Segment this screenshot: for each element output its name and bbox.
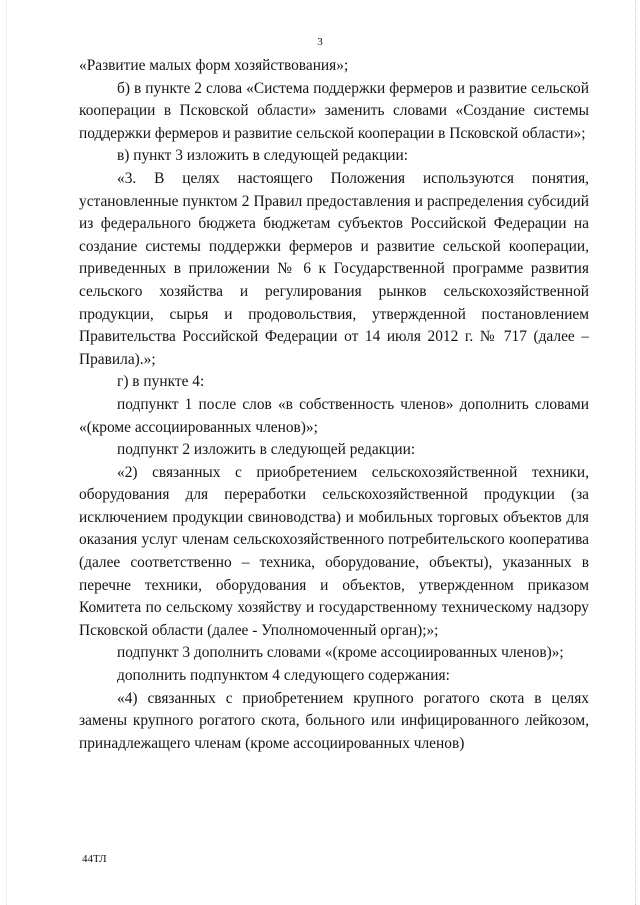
paragraph-item-v: в) пункт 3 изложить в следующей редакции: (117, 147, 409, 165)
scan-edge-right (634, 0, 636, 905)
paragraph-point-3: «3. В целях настоящего Положения используются понятия, установленные пунктом 2 Правил предоставления и распределения субсидий из федерального бюджета бюджетам субъектов Российской Федерации на создание системы поддержки фермеров и развитие сельской кооперации, приведенных в приложении № 6 к Государственной программе развития сельского хозяйства и регулирования рынков сельскохозяйственной продукции, сырья и продовольствия, утвержденной постановлением Правительства Российской Федерации от 14 июля 2012 г. № 717 (далее – Правила).»; (79, 169, 589, 368)
paragraph-subpoint-2-text: «2) связанных с приобретением сельскохозяйственной техники, оборудования для переработки сельскохозяйственной продукции (за исключением продукции свиноводства) и мобильных торговых объектов для оказания услуг членам сельскохозяйственного потребительского кооператива (далее соответственно – техника, оборудование, объекты), указанных в перечне техники, оборудования и объектов, утвержденном приказом Комитета по сельскому хозяйству и государственному техническому надзору Псковской области (далее - Уполномоченный орган);»; (79, 463, 589, 639)
paragraph-subpoint-2-intro: подпункт 2 изложить в следующей редакции: (117, 441, 416, 459)
paragraph-subpoint-3: подпункт 3 дополнить словами «(кроме ассоциированных членов)»; (117, 644, 564, 662)
document-body (79, 55, 589, 755)
scan-edge-left (6, 0, 8, 905)
paragraph-subpoint-1: подпункт 1 после слов «в собственность членов» дополнить словами «(кроме ассоциированных членов)»; (79, 395, 589, 436)
paragraph-subpoint-4-intro: дополнить подпунктом 4 следующего содержания: (117, 667, 450, 685)
page-number: 3 (317, 36, 323, 48)
paragraph-item-g: г) в пункте 4: (117, 373, 205, 391)
paragraph-continuation: «Развитие малых форм хозяйствования»; (79, 57, 349, 74)
paragraph-item-b: б) в пункте 2 слова «Система поддержки фермеров и развитие сельской кооперации в Псковской области» заменить словами «Создание системы поддержки фермеров и развитие сельской кооперации в Псковской области»; (79, 79, 589, 142)
footer-code: 44ТЛ (82, 853, 107, 865)
paragraph-subpoint-4-text: «4) связанных с приобретением крупного рогатого скота в целях замены крупного рогатого скота, больного или инфицированного лейкозом, принадлежащего членам (кроме ассоциированных членов) (79, 689, 589, 752)
